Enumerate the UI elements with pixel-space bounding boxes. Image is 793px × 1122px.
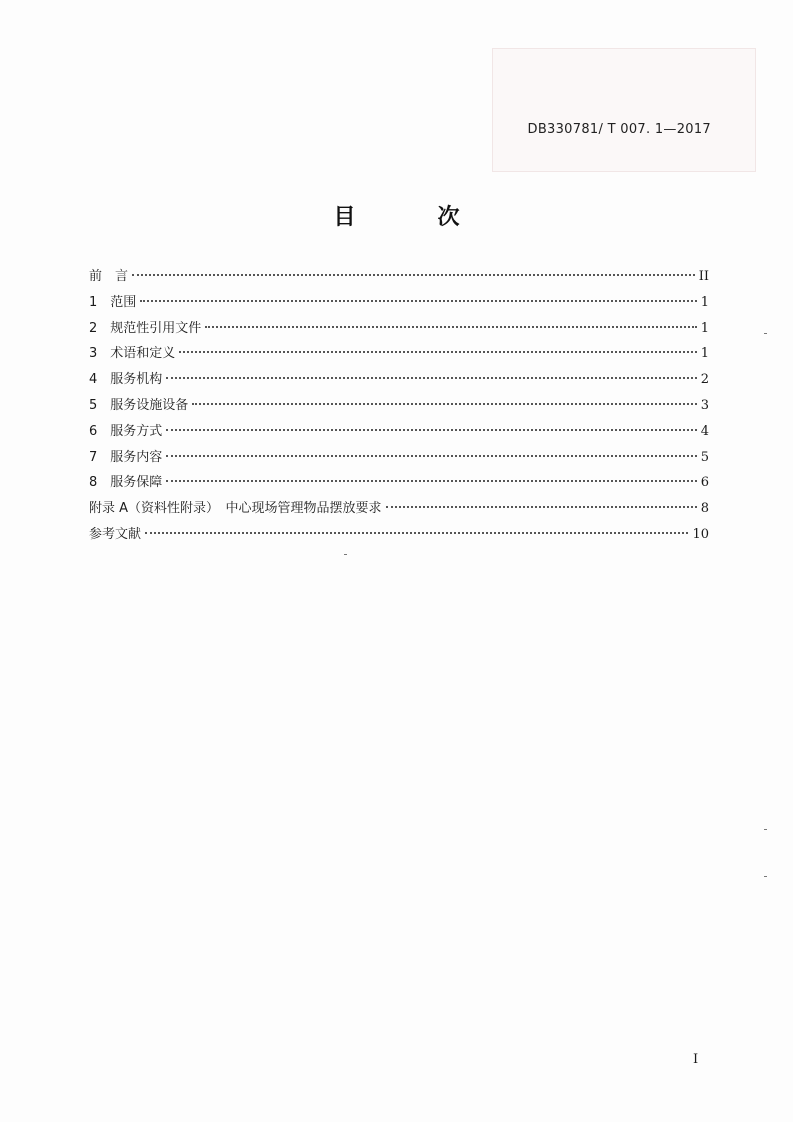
toc-entry-scope[interactable] (89, 290, 709, 316)
toc-entry-page: II (698, 269, 709, 284)
scan-speck (764, 829, 767, 830)
toc-entry-service-methods[interactable] (89, 419, 709, 445)
scan-stamp-area (492, 48, 756, 172)
toc-entry-label: 4 服务机构 (89, 372, 163, 388)
toc-entry-page: 3 (700, 397, 709, 413)
scan-speck (764, 333, 767, 334)
toc-leader-dots (166, 377, 696, 379)
toc-entry-service-organization[interactable] (89, 367, 709, 393)
toc-entry-label: 2 规范性引用文件 (89, 320, 202, 336)
toc-entry-page: 1 (700, 320, 709, 336)
toc-leader-dots (166, 455, 696, 457)
toc-entry-label: 3 术语和定义 (89, 346, 176, 362)
toc-entry-label: 7 服务内容 (89, 449, 163, 465)
toc-entry-service-guarantee[interactable] (89, 470, 709, 496)
toc-entry-label: 6 服务方式 (89, 423, 163, 439)
toc-entry-page: 1 (700, 346, 709, 362)
page-number: I (693, 1052, 699, 1067)
toc-entry-label: 8 服务保障 (89, 475, 163, 491)
toc-entry-page: 5 (700, 449, 709, 465)
toc-entry-label: 参考文献 (89, 526, 142, 542)
toc-entry-service-content[interactable] (89, 445, 709, 471)
toc-entry-page: 6 (700, 475, 709, 491)
toc-entry-appendix-a[interactable] (89, 496, 709, 522)
document-code: DB330781/ T 007. 1—2017 (527, 122, 711, 137)
toc-entry-page: 10 (692, 526, 709, 542)
scan-speck (344, 554, 347, 555)
toc-entry-page: 2 (700, 372, 709, 388)
toc-leader-dots (145, 532, 688, 534)
toc-leader-dots (386, 506, 697, 508)
toc-leader-dots (132, 274, 695, 276)
toc-entry-foreword[interactable] (89, 264, 709, 290)
toc-entry-normative-references[interactable] (89, 316, 709, 342)
toc-entry-terms-definitions[interactable] (89, 341, 709, 367)
toc-entry-bibliography[interactable] (89, 522, 709, 548)
page-title: 目 次 (333, 205, 490, 230)
toc-leader-dots (192, 403, 696, 405)
toc-leader-dots (166, 480, 696, 482)
toc-entry-label: 附录 A（资料性附录） 中心现场管理物品摆放要求 (89, 501, 382, 517)
toc-entry-service-facilities[interactable] (89, 393, 709, 419)
scan-speck (764, 876, 767, 877)
toc-leader-dots (140, 300, 696, 302)
toc-entry-label: 5 服务设施设备 (89, 397, 189, 413)
toc-leader-dots (205, 326, 696, 328)
toc-entry-page: 8 (700, 501, 709, 517)
toc-leader-dots (166, 429, 696, 431)
table-of-contents (89, 264, 709, 548)
toc-leader-dots (179, 351, 696, 353)
toc-entry-page: 4 (700, 423, 709, 439)
toc-entry-label: 1 范围 (89, 294, 137, 310)
toc-entry-label: 前 言 (89, 269, 129, 284)
toc-entry-page: 1 (700, 294, 709, 310)
